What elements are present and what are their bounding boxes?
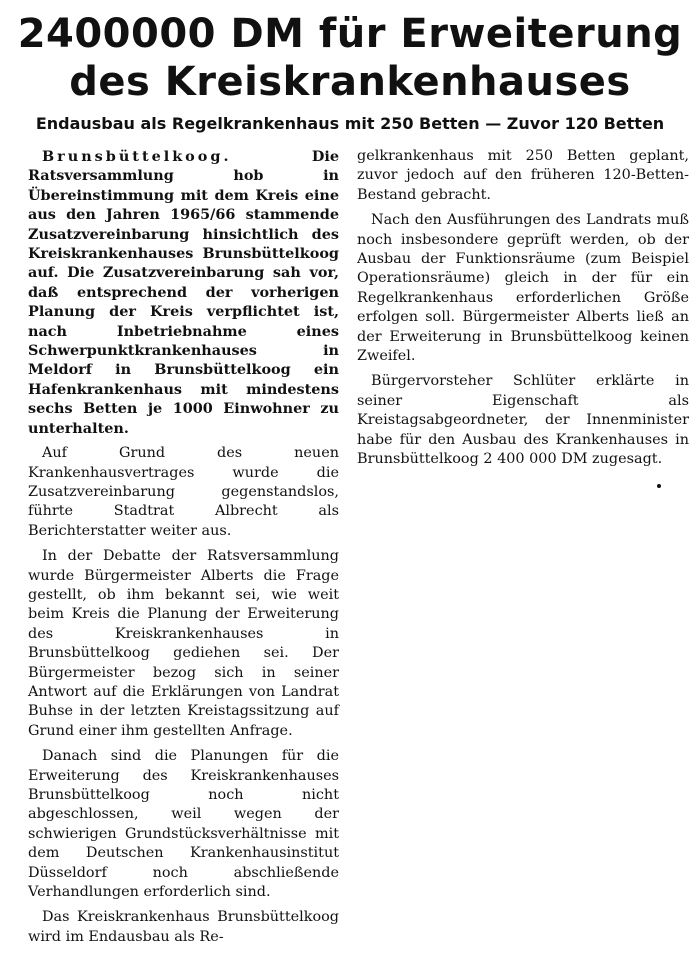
article-column-left xyxy=(28,147,339,953)
lead-text: Die Ratsversammlung hob in Übereinstimmung mit dem Kreis eine aus den Jahren 1965/66 stammende Zusatzvereinbarung hinsichtlich des Kreiskrankenhauses Brunsbüttelkoog auf. Die Zusatzvereinbarung sah vor, daß entsprechend der vorherigen Planung der Kreis verpflichtet ist, nach Inbetriebnahme eines Schwerpunktkrankenhauses in Meldorf in Brunsbüttelkoog ein Hafenkrankenhaus mit mindestens sechs Betten je 1000 Einwohner zu unterhalten. xyxy=(28,148,339,437)
body-paragraph: Nach den Ausführungen des Landrats muß noch insbesondere geprüft werden, ob der Ausbau der Funktionsräume (zum Beispiel Operationsräume) gleich in der für ein Regelkrankenhaus erforderlichen Größe erfolgen soll. Bürgermeister Alberts ließ an der Erweiterung in Brunsbüttelkoog keinen Zweifel. xyxy=(357,212,689,365)
body-paragraph: In der Debatte der Ratsversammlung wurde Bürgermeister Alberts die Frage gestellt, ob ihm bekannt sei, wie weit beim Kreis die Planung der Erweiterung des Kreiskrankenhauses in Brunsbüttelkoog gediehen sei. Der Bürgermeister bezog sich in seiner Antwort auf die Erklärungen von Landrat Buhse in der letzten Kreistagssitzung auf Grund einer ihm gestellten Anfrage. xyxy=(28,548,339,739)
lead-paragraph xyxy=(28,147,339,438)
body-paragraph: Bürgervorsteher Schlüter erklärte in seiner Eigenschaft als Kreistagsabgeordneter, der Innenminister habe für den Ausbau des Krankenhauses in Brunsbüttelkoog 2 400 000 DM zugesagt. xyxy=(357,373,689,468)
dateline: Brunsbüttelkoog. xyxy=(42,148,232,165)
body-paragraph: Auf Grund des neuen Krankenhausvertrages wurde die Zusatzvereinbarung gegenstandslos, führte Stadtrat Albrecht als Berichterstatter weiter aus. xyxy=(28,445,339,539)
headline-line-1: 2400000 DM für Erweiterung xyxy=(17,11,683,57)
body-paragraph: Das Kreiskrankenhaus Brunsbüttelkoog wird im Endausbau als Re- xyxy=(28,909,339,945)
headline xyxy=(0,10,700,106)
end-mark xyxy=(657,484,661,488)
article-column-right xyxy=(357,147,689,476)
subheadline: Endausbau als Regelkrankenhaus mit 250 Betten — Zuvor 120 Betten xyxy=(35,114,665,133)
body-paragraph-continued: gelkrankenhaus mit 250 Betten geplant, zuvor jedoch auf den früheren 120-Betten-Bestand gebracht. xyxy=(357,148,689,203)
body-paragraph: Danach sind die Planungen für die Erweiterung des Kreiskrankenhauses Brunsbüttelkoog noch nicht abgeschlossen, weil wegen der schwierigen Grundstücksverhältnisse mit dem Deutschen Krankenhausinstitut Düsseldorf noch abschließende Verhandlungen erforderlich sind. xyxy=(28,748,339,901)
headline-line-2: des Kreiskrankenhauses xyxy=(69,59,631,105)
